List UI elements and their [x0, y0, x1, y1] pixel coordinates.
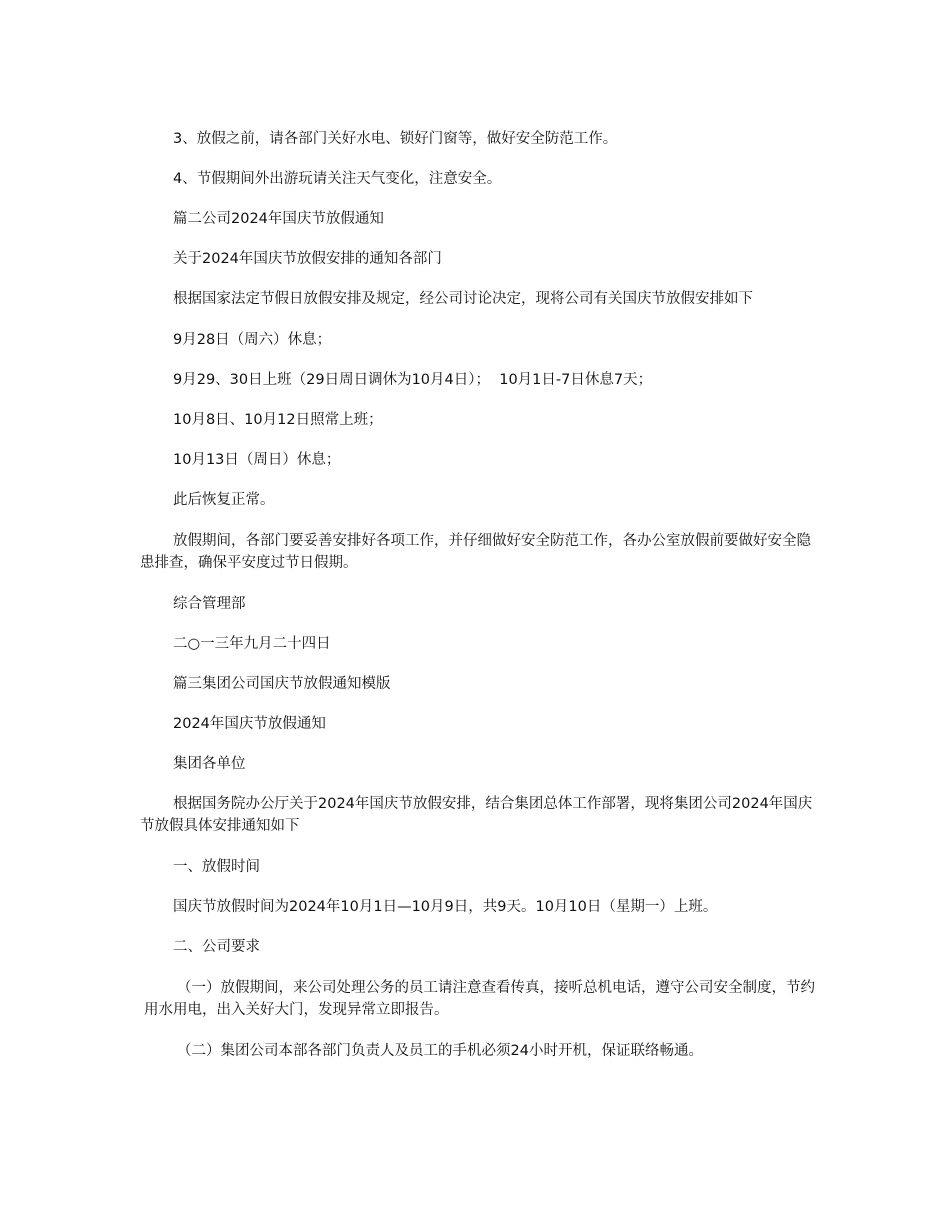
paragraph-item-4: 4、节假期间外出游玩请关注天气变化，注意安全。 [173, 171, 502, 187]
notice-heading: 关于2024年国庆节放假安排的通知各部门 [173, 251, 442, 267]
section-title-part-two: 篇二公司2024年国庆节放假通知 [173, 211, 384, 227]
holiday-time-detail: 国庆节放假时间为2024年10月1日—10月9日，共9天。10月10日（星期一）上班。 [173, 899, 718, 915]
section-title-part-three: 篇三集团公司国庆节放假通知模版 [173, 676, 391, 692]
schedule-line-3: 10月8日、10月12日照常上班； [173, 412, 383, 428]
requirement-item-2: （二）集团公司本部各部门负责人及员工的手机必须24小时开机，保证联络畅通。 [177, 1043, 703, 1059]
group-notice-intro: 根据国务院办公厅关于2024年国庆节放假安排，结合集团总体工作部署，现将集团公司2024年国庆节放假具体安排通知如下 [140, 796, 813, 834]
section-heading-holiday-time: 一、放假时间 [173, 859, 260, 875]
schedule-line-5: 此后恢复正常。 [173, 492, 275, 508]
section-heading-company-requirements: 二、公司要求 [173, 939, 260, 955]
schedule-line-4: 10月13日（周日）休息； [173, 452, 341, 468]
notice-title: 2024年国庆节放假通知 [173, 716, 326, 732]
document-body [140, 128, 815, 1062]
paragraph-item-3: 3、放假之前，请各部门关好水电、锁好门窗等，做好安全防范工作。 [173, 131, 618, 147]
recipient-line: 集团各单位 [173, 756, 246, 772]
notice-intro: 根据国家法定节假日放假安排及规定，经公司讨论决定，现将公司有关国庆节放假安排如下 [173, 291, 753, 307]
department-signature: 综合管理部 [173, 596, 246, 612]
holiday-requirements: 放假期间，各部门要妥善安排好各项工作，并仔细做好安全防范工作，各办公室放假前要做好安全隐患排查，确保平安度过节日假期。 [140, 533, 811, 571]
schedule-line-2: 9月29、30日上班（29日周日调休为10月4日）； 10月1日-7日休息7天； [173, 372, 653, 388]
requirement-item-1: （一）放假期间，来公司处理公务的员工请注意查看传真，接听总机电话，遵守公司安全制度，节约用水用电，出入关好大门，发现异常立即报告。 [144, 980, 815, 1018]
schedule-line-1: 9月28日（周六）休息； [173, 332, 332, 348]
signature-date: 二○一三年九月二十四日 [173, 636, 331, 652]
